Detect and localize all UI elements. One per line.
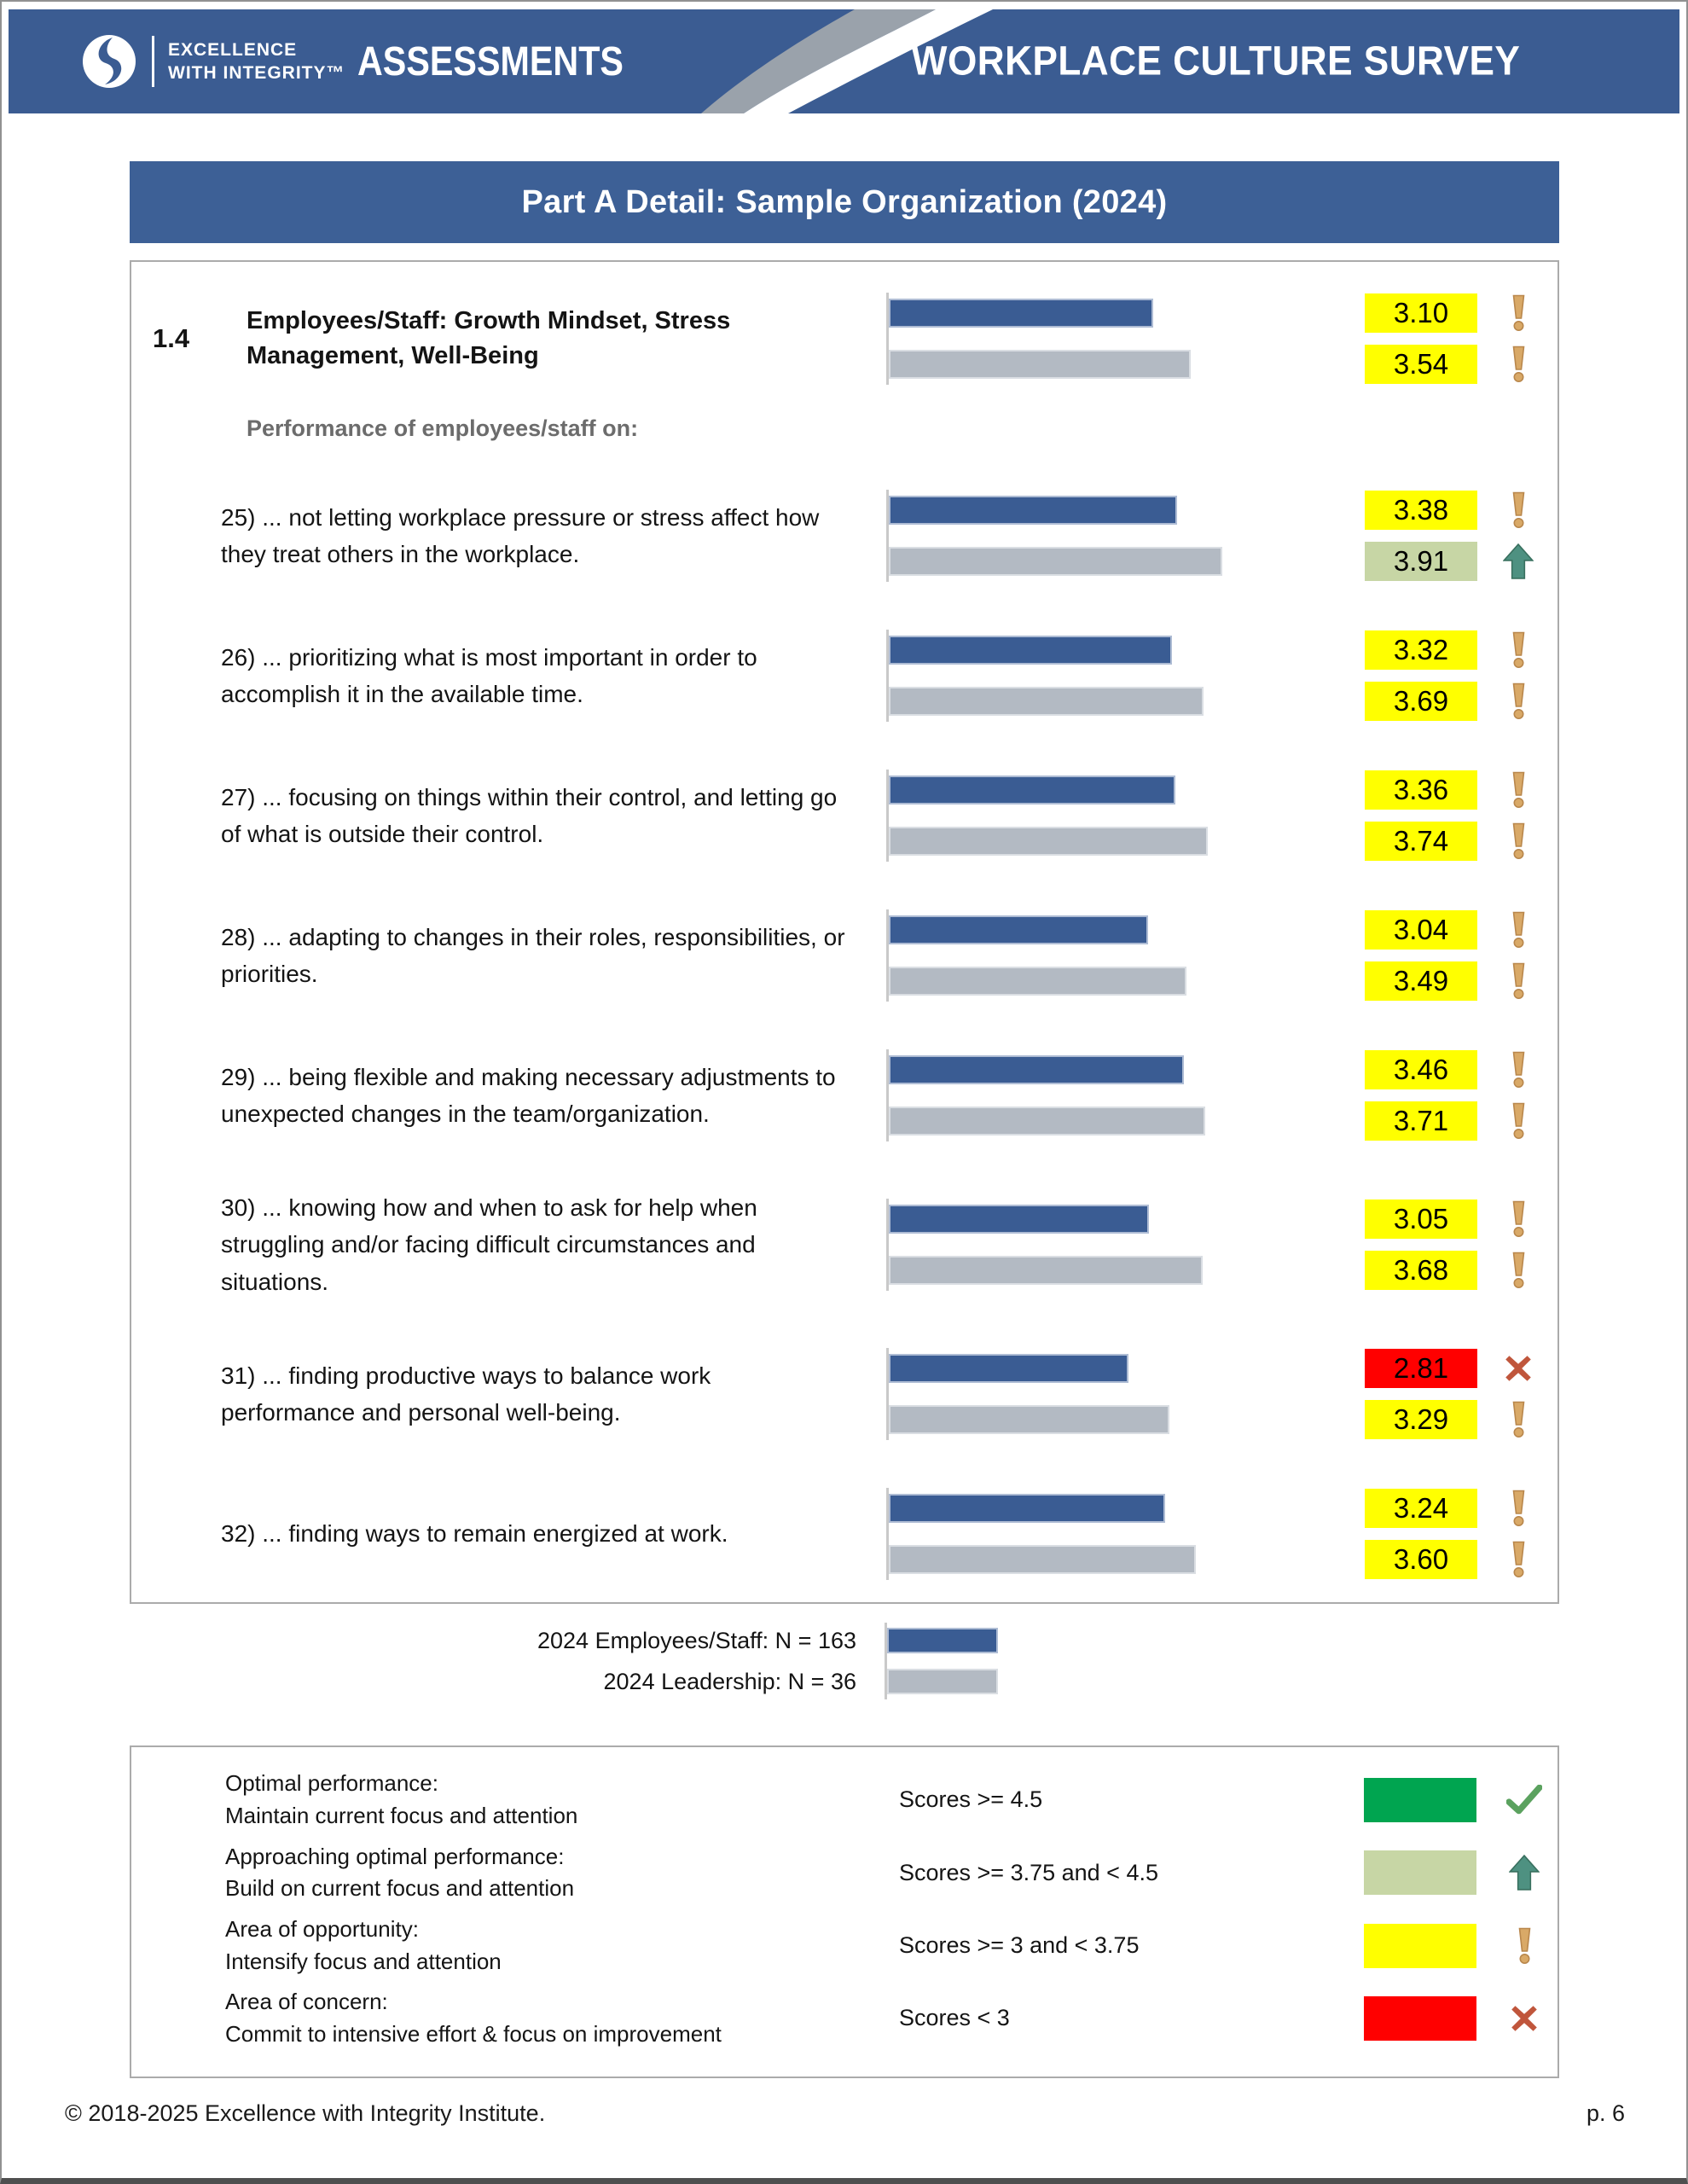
bar-track <box>889 1494 1315 1523</box>
bar-track <box>889 687 1315 716</box>
legend-row <box>225 1841 1545 1905</box>
item-question-text: 25) ... not letting workplace pressure or stress affect how they treat others in the workplace. <box>221 503 820 567</box>
bar-track <box>889 775 1315 804</box>
staff-score-bar <box>889 1205 1149 1234</box>
staff-score-value: 3.10 <box>1365 293 1477 333</box>
legend-title: Area of opportunity: <box>225 1915 419 1942</box>
legend-text <box>225 1914 899 1978</box>
score-line <box>889 1107 1539 1136</box>
item-question-text: 27) ... focusing on things within their control, and letting go of what is outside their control. <box>221 783 838 847</box>
legend-color-swatch <box>1364 1778 1476 1822</box>
bar-track <box>889 827 1315 856</box>
brand-line1: EXCELLENCE <box>168 39 298 60</box>
score-line <box>889 775 1539 804</box>
sample-legend-label: 2024 Leadership: N = 36 <box>603 1668 856 1694</box>
score-line <box>889 547 1539 576</box>
staff-score-bar <box>889 1055 1184 1084</box>
survey-item-row <box>153 909 1545 1002</box>
leadership-legend-swatch <box>887 1669 998 1694</box>
leadership-score-bar <box>889 350 1191 379</box>
staff-legend-swatch <box>887 1628 998 1653</box>
legend-action: Maintain current focus and attention <box>225 1802 578 1828</box>
staff-score-bar <box>889 636 1172 665</box>
leadership-score-bar <box>889 827 1208 856</box>
sample-size-legend <box>151 1626 1686 1696</box>
copyright-text: © 2018-2025 Excellence with Integrity Institute. <box>65 2100 546 2126</box>
brand-product: ASSESSMENTS <box>357 38 624 84</box>
bar-track <box>889 1205 1315 1234</box>
staff-score-value: 3.04 <box>1365 910 1477 950</box>
legend-text <box>225 1768 899 1832</box>
leadership-score-bar <box>889 967 1186 996</box>
bar-track <box>889 1055 1315 1084</box>
staff-score-bar <box>889 1494 1165 1523</box>
legend-title: Optimal performance: <box>225 1770 438 1797</box>
leadership-score-bar <box>889 1405 1169 1434</box>
item-question-text: 28) ... adapting to changes in their roles, responsibilities, or priorities. <box>221 923 845 987</box>
bar-track <box>889 496 1315 525</box>
survey-item-row <box>153 1189 1545 1300</box>
detail-box <box>130 260 1559 1604</box>
legend-action: Intensify focus and attention <box>225 1948 502 1974</box>
leadership-score-value: 3.71 <box>1365 1101 1477 1141</box>
leadership-score-bar <box>889 687 1204 716</box>
item-question-text: 29) ... being flexible and making necessary adjustments to unexpected changes in the team/organization. <box>221 1063 836 1127</box>
bar-track <box>889 1107 1315 1136</box>
exclamation-icon <box>1498 1541 1539 1578</box>
sample-legend-row <box>151 1626 1686 1655</box>
up-arrow-icon <box>1499 1855 1550 1891</box>
score-line <box>889 1545 1539 1574</box>
staff-score-bar <box>889 1354 1128 1383</box>
legend-color-swatch <box>1364 1996 1476 2041</box>
exclamation-icon <box>1498 1051 1539 1089</box>
survey-item-row <box>153 1049 1545 1141</box>
score-legend-box <box>130 1745 1559 2078</box>
leadership-score-bar <box>889 1545 1196 1574</box>
score-line <box>889 636 1539 665</box>
item-bars <box>886 909 1539 1002</box>
leadership-score-value: 3.91 <box>1365 542 1477 581</box>
score-line <box>889 1055 1539 1084</box>
bar-track <box>889 915 1315 944</box>
exclamation-icon <box>1498 962 1539 1000</box>
staff-score-bar <box>889 775 1175 804</box>
page-number: p. 6 <box>1586 2100 1625 2126</box>
staff-score-value: 3.32 <box>1365 630 1477 670</box>
section-number: 1.4 <box>153 323 190 353</box>
legend-score-range: Scores >= 3 and < 3.75 <box>899 1932 1140 1959</box>
page-header <box>9 9 1679 113</box>
legend-row <box>225 1768 1545 1832</box>
leadership-score-value: 3.29 <box>1365 1400 1477 1439</box>
score-line <box>889 1405 1539 1434</box>
brand-name <box>168 38 345 85</box>
bar-track <box>889 1545 1315 1574</box>
score-line <box>889 827 1539 856</box>
check-icon <box>1499 1785 1550 1815</box>
score-line <box>889 1205 1539 1234</box>
staff-score-value: 3.24 <box>1365 1489 1477 1528</box>
page-title: WORKPLACE CULTURE SURVEY <box>911 38 1521 84</box>
legend-score-range: Scores < 3 <box>899 2005 1010 2031</box>
staff-score-value: 3.38 <box>1365 491 1477 530</box>
score-line <box>889 687 1539 716</box>
section-header-row <box>153 293 1545 385</box>
exclamation-icon <box>1498 771 1539 809</box>
survey-item-row <box>153 770 1545 862</box>
score-line <box>889 496 1539 525</box>
leadership-score-value: 3.68 <box>1365 1251 1477 1290</box>
section-title: Employees/Staff: Growth Mindset, Stress Management, Well-Being <box>247 306 731 369</box>
leadership-score-value: 3.69 <box>1365 682 1477 721</box>
bar-track <box>889 967 1315 996</box>
section-banner: Part A Detail: Sample Organization (2024) <box>130 161 1559 243</box>
bar-track <box>889 299 1315 328</box>
score-line <box>889 915 1539 944</box>
excellence-with-integrity-logo-icon <box>82 34 136 89</box>
leadership-score-value: 3.60 <box>1365 1540 1477 1579</box>
brand-divider <box>152 36 154 87</box>
staff-score-value: 3.05 <box>1365 1199 1477 1239</box>
sample-legend-label: 2024 Employees/Staff: N = 163 <box>537 1627 856 1653</box>
legend-score-range: Scores >= 3.75 and < 4.5 <box>899 1859 1158 1885</box>
legend-text <box>225 1986 899 2050</box>
legend-row <box>225 1986 1545 2050</box>
leadership-score-value: 3.54 <box>1365 345 1477 384</box>
legend-row <box>225 1914 1545 1978</box>
item-bars <box>886 1199 1539 1291</box>
x-icon <box>1499 2002 1550 2035</box>
leadership-score-value: 3.49 <box>1365 961 1477 1001</box>
legend-color-swatch <box>1364 1924 1476 1968</box>
sample-legend-row <box>151 1667 1686 1696</box>
survey-items <box>153 490 1545 1580</box>
leadership-score-bar <box>889 1107 1205 1136</box>
up-arrow-icon <box>1498 543 1539 579</box>
section-subtitle: Performance of employees/staff on: <box>247 415 639 441</box>
staff-score-value: 2.81 <box>1365 1349 1477 1388</box>
score-line <box>889 1354 1539 1383</box>
item-question-text: 31) ... finding productive ways to balance work performance and personal well-being. <box>221 1362 711 1426</box>
exclamation-icon <box>1498 346 1539 383</box>
leadership-score-bar <box>889 1256 1203 1285</box>
exclamation-icon <box>1498 822 1539 860</box>
exclamation-icon <box>1498 1200 1539 1238</box>
survey-item-row <box>153 490 1545 582</box>
staff-score-bar <box>889 496 1177 525</box>
item-bars <box>886 490 1539 582</box>
x-icon <box>1498 1352 1539 1385</box>
legend-title: Approaching optimal performance: <box>225 1843 565 1869</box>
bar-track <box>889 1256 1315 1285</box>
bar-track <box>889 1354 1315 1383</box>
item-bars <box>886 630 1539 722</box>
survey-item-row <box>153 1348 1545 1440</box>
score-line <box>889 350 1539 379</box>
score-line <box>889 1256 1539 1285</box>
item-question-text: 30) ... knowing how and when to ask for help when struggling and/or facing difficult circumstances and situations. <box>221 1194 757 1295</box>
bar-track <box>889 547 1315 576</box>
score-line <box>889 967 1539 996</box>
exclamation-icon <box>1498 1490 1539 1527</box>
exclamation-icon <box>1498 631 1539 669</box>
legend-action: Commit to intensive effort & focus on improvement <box>225 2020 722 2047</box>
bar-track <box>889 636 1315 665</box>
staff-score-bar <box>889 299 1153 328</box>
exclamation-icon <box>1498 911 1539 949</box>
page-footer <box>65 2100 1625 2127</box>
survey-item-row <box>153 1488 1545 1580</box>
score-line <box>889 299 1539 328</box>
staff-score-value: 3.36 <box>1365 770 1477 810</box>
bar-track <box>889 1405 1315 1434</box>
legend-title: Area of concern: <box>225 1989 388 2015</box>
staff-score-value: 3.46 <box>1365 1050 1477 1089</box>
leadership-score-bar <box>889 547 1222 576</box>
legend-score-range: Scores >= 4.5 <box>899 1786 1043 1813</box>
section-bars <box>886 293 1539 385</box>
item-question-text: 26) ... prioritizing what is most important in order to accomplish it in the available time. <box>221 643 757 707</box>
exclamation-icon <box>1498 1252 1539 1289</box>
exclamation-icon <box>1499 1927 1550 1965</box>
exclamation-icon <box>1498 1401 1539 1438</box>
legend-color-swatch <box>1364 1850 1476 1895</box>
item-bars <box>886 1049 1539 1141</box>
brand-logo <box>82 34 666 89</box>
legend-text <box>225 1841 899 1905</box>
bar-track <box>889 350 1315 379</box>
item-bars <box>886 1348 1539 1440</box>
item-bars <box>886 1488 1539 1580</box>
exclamation-icon <box>1498 491 1539 529</box>
leadership-score-value: 3.74 <box>1365 822 1477 861</box>
brand-line2: WITH INTEGRITY™ <box>168 63 345 83</box>
exclamation-icon <box>1498 294 1539 332</box>
exclamation-icon <box>1498 1102 1539 1140</box>
score-line <box>889 1494 1539 1523</box>
item-bars <box>886 770 1539 862</box>
legend-action: Build on current focus and attention <box>225 1875 575 1902</box>
item-question-text: 32) ... finding ways to remain energized at work. <box>221 1520 728 1548</box>
exclamation-icon <box>1498 682 1539 720</box>
survey-item-row <box>153 630 1545 722</box>
staff-score-bar <box>889 915 1148 944</box>
